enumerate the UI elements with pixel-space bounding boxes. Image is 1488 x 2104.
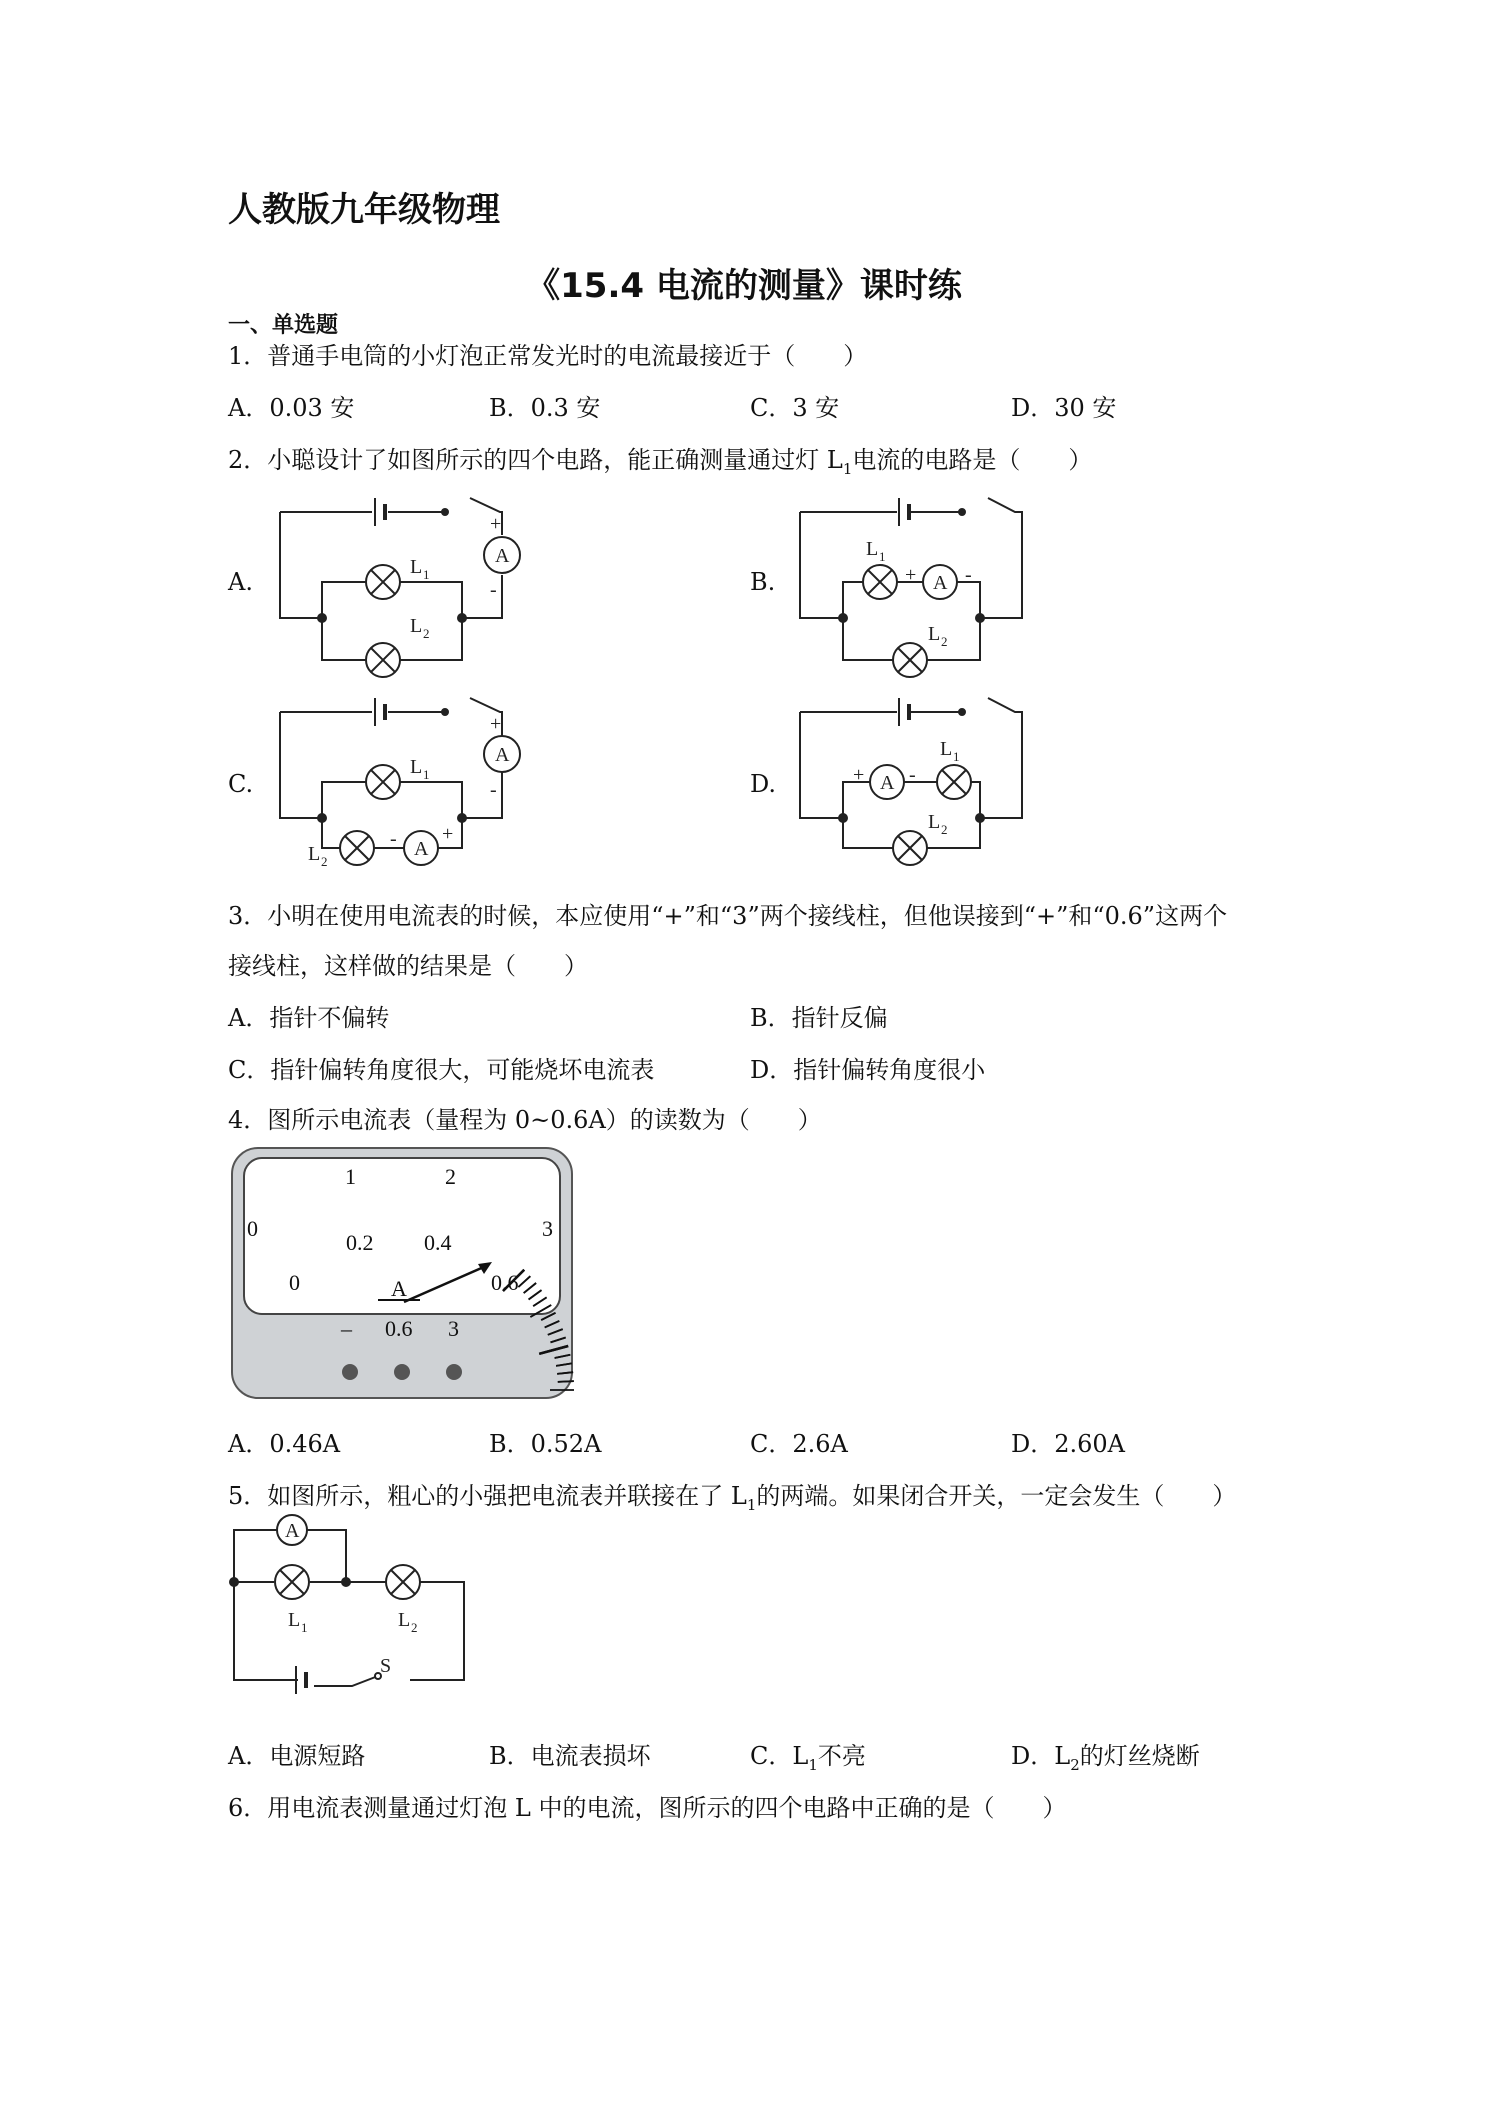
ammeter-b-label: A: [933, 572, 948, 594]
l1-label: L: [288, 1609, 301, 1631]
q1-option-c: C．3 安: [750, 394, 840, 422]
q4-option-b: B．0.52A: [489, 1430, 602, 1458]
l2-label: L: [928, 623, 941, 645]
ammeter-a-label: A: [495, 545, 510, 567]
l1-sub: 1: [953, 749, 960, 764]
minus-sign: -: [490, 579, 497, 601]
ammeter-d-label: A: [880, 772, 895, 794]
plus-sign: +: [853, 764, 865, 786]
upper-tick-3: 3: [542, 1216, 553, 1241]
lower-tick-06: 0.6: [491, 1270, 519, 1295]
minus-sign: -: [390, 828, 397, 850]
q5-option-c: C．$L_1$不亮: [750, 1742, 866, 1774]
terminal-label-06: 0.6: [385, 1316, 413, 1341]
ammeter-c1-label: A: [495, 744, 510, 766]
upper-tick-2: 2: [445, 1164, 456, 1189]
question-5-stem: 5．如图所示，粗心的小强把电流表并联接在了 $L_1$的两端。如果闭合开关，一定会发生（ ）: [228, 1482, 1237, 1514]
upper-tick-0: 0: [247, 1216, 258, 1241]
lower-tick-0: 0: [289, 1270, 300, 1295]
section-heading: 一、单选题: [228, 313, 339, 338]
l2-sub: 2: [411, 1620, 418, 1635]
q4-option-c: C．2.6A: [750, 1430, 848, 1458]
l1-sub: 1: [879, 549, 886, 564]
terminal-minus: [342, 1364, 358, 1380]
terminal-3: [446, 1364, 462, 1380]
l2-label: L: [410, 615, 423, 637]
question-6-stem: 6．用电流表测量通过灯泡 L 中的电流，图所示的四个电路中正确的是（ ）: [228, 1794, 1067, 1822]
question-3-stem-line2: 接线柱，这样做的结果是（ ）: [228, 952, 588, 980]
q3-option-c: C．指针偏转角度很大，可能烧坏电流表: [228, 1056, 655, 1084]
grade-heading: 人教版九年级物理: [228, 190, 500, 230]
lower-tick-04: 0.4: [424, 1230, 452, 1255]
plus-sign: +: [442, 823, 454, 845]
circuit-c: [280, 698, 520, 865]
l1-label: L: [410, 556, 423, 578]
q2-label-d: D.: [750, 770, 777, 798]
q2-label-c: C.: [228, 770, 254, 798]
question-3-stem-line1: 3．小明在使用电流表的时候，本应使用“+”和“3”两个接线柱，但他误接到“+”和“0.6”这两个: [228, 902, 1228, 930]
page-title: 《15.4 电流的测量》课时练: [526, 266, 962, 306]
q5-option-b: B．电流表损坏: [489, 1742, 651, 1770]
q4-option-d: D．2.60A: [1011, 1430, 1126, 1458]
terminal-06: [394, 1364, 410, 1380]
q3-option-d: D．指针偏转角度很小: [750, 1056, 986, 1084]
circuit-b: [800, 498, 1022, 677]
q5-option-d: D．$L_2$的灯丝烧断: [1011, 1742, 1200, 1774]
terminal-label-minus: –: [341, 1316, 352, 1341]
l1-sub: 1: [423, 567, 430, 582]
l2-sub: 2: [423, 626, 430, 641]
q3-option-b: B．指针反偏: [750, 1004, 888, 1032]
q5-ammeter-label: A: [285, 1520, 300, 1542]
l2-sub: 2: [941, 822, 948, 837]
unit-label: A: [391, 1276, 407, 1301]
l2-sub: 2: [321, 854, 328, 869]
l1-sub: 1: [301, 1620, 308, 1635]
ammeter-dial-figure: [232, 1148, 574, 1398]
q2-label-b: B.: [750, 568, 776, 596]
question-1-stem: 1．普通手电筒的小灯泡正常发光时的电流最接近于（ ）: [228, 342, 868, 370]
l1-label: L: [940, 738, 953, 760]
q1-option-b: B．0.3 安: [489, 394, 601, 422]
minus-sign: -: [909, 764, 916, 786]
q2-label-a: A.: [228, 568, 253, 596]
l1-label: L: [410, 756, 423, 778]
q5-switch-label: S: [380, 1655, 392, 1677]
l2-label: L: [928, 811, 941, 833]
q1-option-a: A．0.03 安: [228, 394, 355, 422]
q1-option-d: D．30 安: [1011, 394, 1117, 422]
l1-sub: 1: [423, 767, 430, 782]
l1-label: L: [866, 538, 879, 560]
minus-sign: -: [490, 779, 497, 801]
circuit-a: [280, 498, 520, 677]
minus-sign: -: [965, 564, 972, 586]
question-4-stem: 4．图所示电流表（量程为 0~0.6A）的读数为（ ）: [228, 1106, 822, 1134]
ammeter-c2-label: A: [414, 838, 429, 860]
q3-option-a: A．指针不偏转: [228, 1004, 390, 1032]
q5-option-a: A．电源短路: [228, 1742, 366, 1770]
question-2-stem: 2．小聪设计了如图所示的四个电路，能正确测量通过灯 $L_1$电流的电路是（ ）: [228, 446, 1093, 478]
l2-sub: 2: [941, 634, 948, 649]
upper-tick-1: 1: [345, 1164, 356, 1189]
plus-sign: +: [490, 713, 502, 735]
plus-sign: +: [905, 564, 917, 586]
l2-label: L: [308, 843, 321, 865]
l2-label: L: [398, 1609, 411, 1631]
dial-tick: [558, 1381, 574, 1382]
plus-sign: +: [490, 513, 502, 535]
q4-option-a: A．0.46A: [228, 1430, 341, 1458]
terminal-label-3: 3: [448, 1316, 459, 1341]
lower-tick-02: 0.2: [346, 1230, 374, 1255]
circuit-q5: [230, 1515, 464, 1694]
